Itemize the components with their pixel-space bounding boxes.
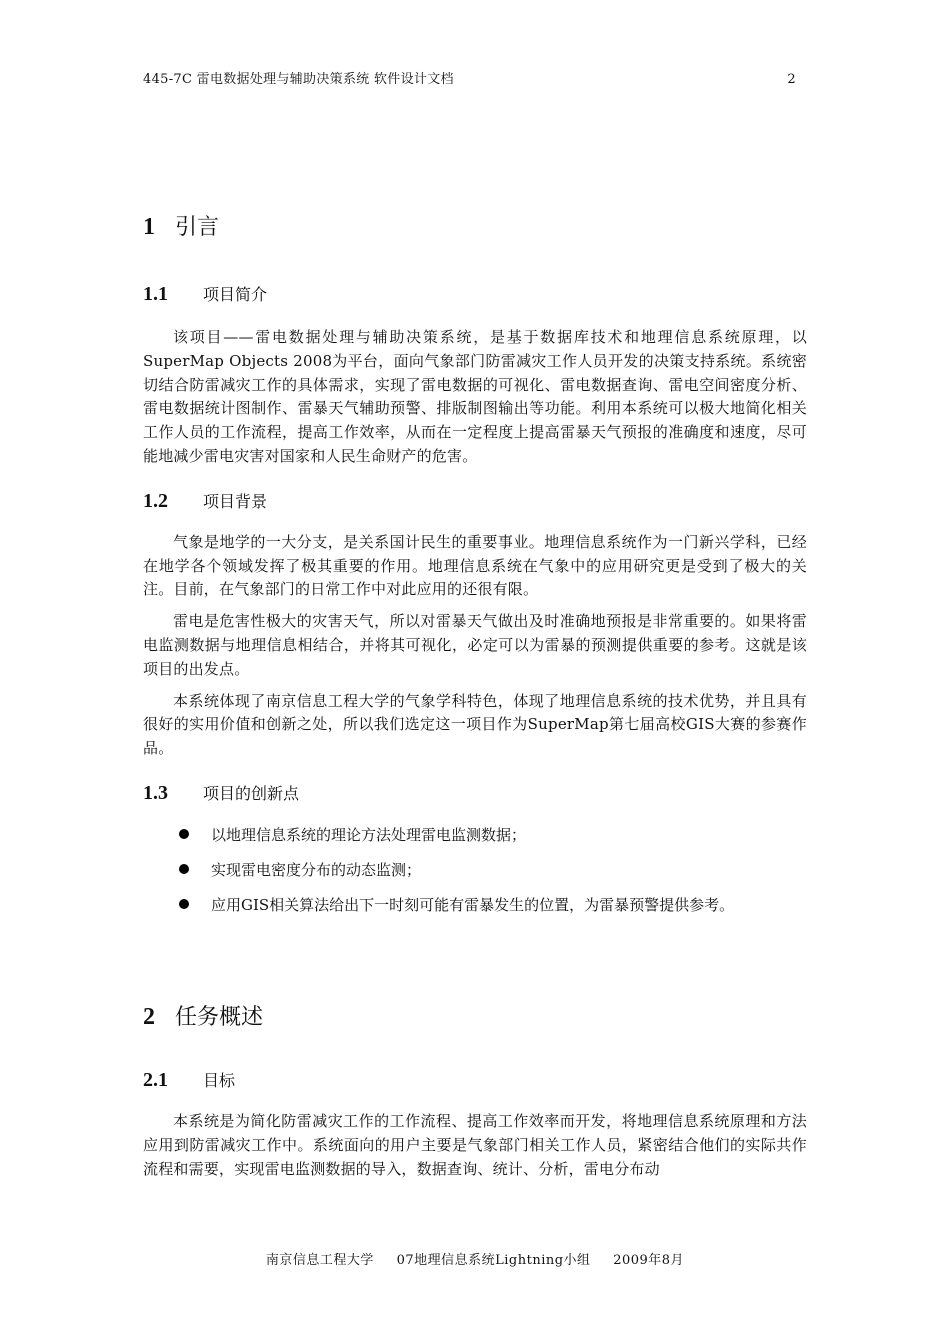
document-body <box>143 210 807 1181</box>
heading-text: 项目简介 <box>203 285 268 304</box>
heading-text: 项目背景 <box>203 491 268 511</box>
list-item: 实现雷电密度分布的动态监测； <box>143 852 807 887</box>
heading-2-1 <box>143 1068 807 1096</box>
page-number: 2 <box>787 72 796 87</box>
heading-text: 引言 <box>175 215 220 240</box>
bullet-icon <box>179 899 189 909</box>
footer-date: 2009年8月 <box>613 1253 685 1268</box>
heading-text: 任务概述 <box>175 1004 264 1030</box>
heading-number: 1.3 <box>143 781 168 804</box>
heading-1 <box>143 210 807 250</box>
bullet-icon <box>179 829 189 839</box>
heading-number: 1 <box>143 214 155 240</box>
page-footer <box>0 1249 950 1268</box>
footer-team: 07地理信息系统Lightning小组 <box>396 1253 591 1268</box>
heading-number: 1.2 <box>143 489 168 512</box>
innovation-list <box>143 817 807 922</box>
paragraph: 该项目——雷电数据处理与辅助决策系统，是基于数据库技术和地理信息系统原理，以SuperMap Objects 2008为平台，面向气象部门防雷减灾工作人员开发的决策支持系统。系统密切结合防雷减灾工作的具体需求，实现了雷电数据的可视化、雷电数据查询、雷电空间密度分析、雷电数据统计图制作、雷暴天气辅助预警、排版制图输出等功能。利用本系统可以极大地简化相关工作人员的工作流程，提高工作效率，从而在一定程度上提高雷暴天气预报的准确度和速度，尽可能地减少雷电灾害对国家和人民生命财产的危害。 <box>143 328 807 465</box>
list-item: 以地理信息系统的理论方法处理雷电监测数据； <box>143 817 807 852</box>
paragraph: 本系统体现了南京信息工程大学的气象学科特色，体现了地理信息系统的技术优势，并且具有很好的实用价值和创新之处，所以我们选定这一项目作为SuperMap第七届高校GIS大赛的参赛作品。 <box>143 691 807 758</box>
paragraph: 本系统是为简化防雷减灾工作的工作流程、提高工作效率而开发，将地理信息系统原理和方法应用到防雷减灾工作中。系统面向的用户主要是气象部门相关工作人员，紧密结合他们的实际共作流程和需要，实现雷电监测数据的导入，数据查询、统计、分析，雷电分布动 <box>143 1111 807 1178</box>
heading-number: 2.1 <box>143 1068 168 1091</box>
heading-number: 2 <box>143 1003 155 1030</box>
heading-number: 1.1 <box>143 283 168 305</box>
heading-2 <box>143 1000 807 1040</box>
heading-1-1 <box>143 282 807 310</box>
page-header <box>143 70 801 90</box>
paragraph: 气象是地学的一大分支，是关系国计民生的重要事业。地理信息系统作为一门新兴学科，已经在地学各个领域发挥了极其重要的作用。地理信息系统在气象中的应用研究更是受到了极大的关注。目前，在气象部门的日常工作中对此应用的还很有限。 <box>143 532 807 599</box>
paragraph: 雷电是危害性极大的灾害天气，所以对雷暴天气做出及时准确地预报是非常重要的。如果将雷电监测数据与地理信息相结合，并将其可视化，必定可以为雷暴的预测提供重要的参考。这就是该项目的出发点。 <box>143 612 807 678</box>
heading-text: 项目的创新点 <box>203 783 300 803</box>
heading-1-3 <box>143 781 807 809</box>
bullet-icon <box>179 864 189 874</box>
heading-1-2 <box>143 489 807 517</box>
heading-text: 目标 <box>203 1070 236 1090</box>
list-item: 应用GIS相关算法给出下一时刻可能有雷暴发生的位置，为雷暴预警提供参考。 <box>143 887 807 922</box>
document-title: 445-7C 雷电数据处理与辅助决策系统 软件设计文档 <box>143 72 454 87</box>
footer-school: 南京信息工程大学 <box>265 1253 374 1268</box>
